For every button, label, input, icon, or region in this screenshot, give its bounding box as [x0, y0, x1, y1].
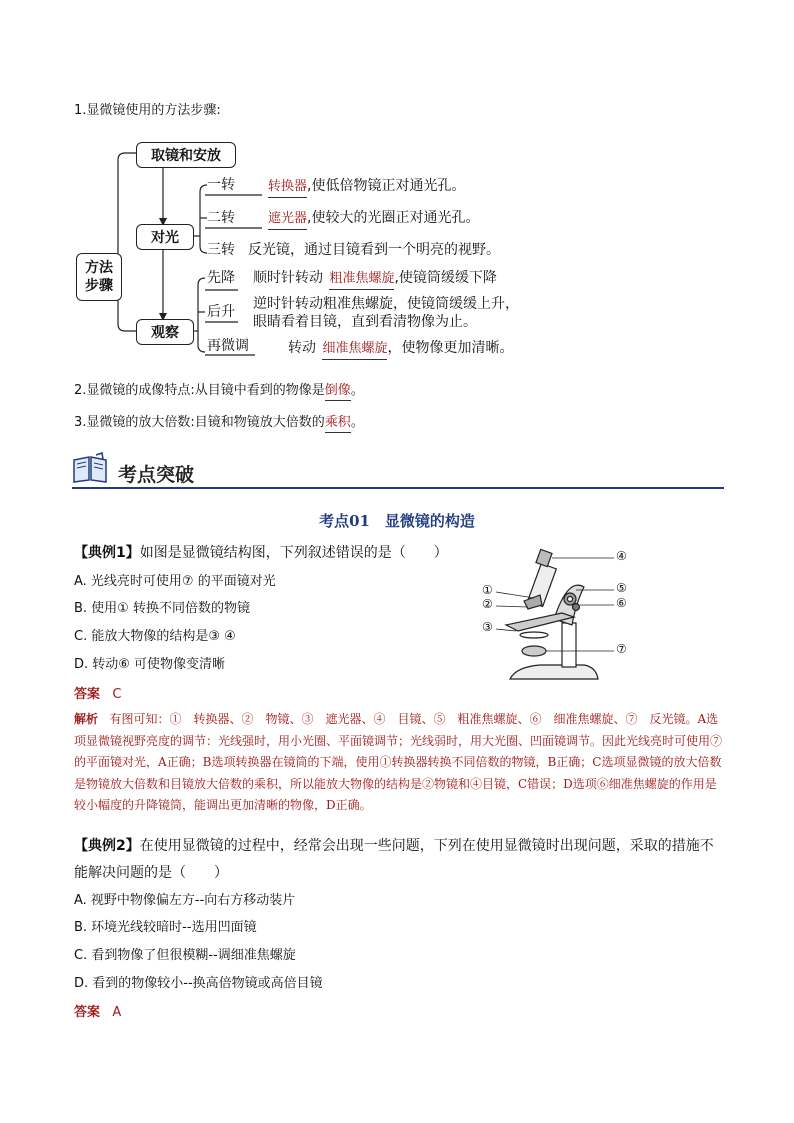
intro-item-2-suffix: 。	[350, 383, 364, 398]
example2-option-b: B. 环境光线较暗时--选用凹面镜	[74, 920, 257, 935]
fig-label-7: ⑦	[616, 642, 627, 656]
intro-item-3-text: 3.显微镜的放大倍数:目镜和物镜放大倍数的	[74, 415, 325, 430]
example2-answer-row	[74, 1001, 121, 1020]
example1-answer: C	[112, 687, 122, 702]
diagram-obs1-row	[253, 268, 497, 290]
diagram-obs3-answer: 细准焦螺旋	[322, 339, 387, 360]
intro-item-1: 1.显微镜使用的方法步骤:	[74, 103, 221, 118]
fig-label-6: ⑥	[616, 596, 627, 610]
example1-expl-label: 解析	[74, 712, 99, 726]
example2-question-line1: 在使用显微镜的过程中，经常会出现一些问题，下列在使用显微镜时出现问题，采取的措施不	[139, 838, 714, 854]
example2-answer: A	[112, 1005, 122, 1020]
example1-question: 如图是显微镜结构图，下列叙述错误的是（ ）	[139, 545, 448, 561]
diagram-root: 方法 步骤	[76, 253, 122, 301]
diagram-sub2-answer: 遮光器	[268, 209, 307, 230]
example2-question-row	[74, 836, 714, 856]
fig-label-5: ⑤	[616, 581, 627, 595]
example1-question-row	[74, 543, 448, 563]
intro-item-3	[74, 414, 364, 433]
intro-item-2-text: 2.显微镜的成像特点:从目镜中看到的物像是	[74, 383, 325, 398]
example1-option-b: B. 使用① 转换不同倍数的物镜	[74, 601, 250, 616]
intro-item-2	[74, 382, 364, 401]
example1-answer-label: 答案	[74, 687, 101, 702]
example2-tag: 【典例2】	[74, 838, 140, 854]
example1-option-d: D. 转动⑥ 可使物像变清晰	[74, 657, 226, 672]
example2-question-line2: 能解决问题的是（ ）	[74, 865, 228, 881]
example1-option-a: A. 光线亮时可使用⑦ 的平面镜对光	[74, 574, 276, 589]
diagram-sub1-text: ,使低倍物镜正对通光孔。	[307, 178, 466, 194]
example2-option-a: A. 视野中物像偏左方--向右方移动装片	[74, 893, 296, 908]
example2-answer-label: 答案	[74, 1005, 101, 1020]
diagram-obs2-line1: 逆时针转动粗准焦螺旋，使镜筒缓缓上升，	[253, 296, 519, 312]
diagram-obs2-line2: 眼睛看着目镜，直到看清物像为止。	[253, 314, 477, 330]
diagram-sub2-label: 二转	[207, 210, 235, 226]
diagram-sub2-row	[268, 208, 479, 230]
diagram-obs3-label: 再微调	[207, 338, 249, 354]
diagram-obs3-text-a: 转动	[288, 340, 316, 356]
fig-label-1: ①	[482, 583, 493, 597]
diagram-sub1-answer: 转换器	[268, 177, 307, 198]
diagram-step1: 取镜和安放	[136, 142, 236, 168]
fig-label-4: ④	[616, 549, 627, 563]
diagram-obs2-label: 后升	[207, 304, 235, 320]
section-header: 考点突破	[118, 464, 195, 486]
example1-option-c: C. 能放大物像的结构是③ ④	[74, 629, 236, 644]
example2-option-d: D. 看到的物像较小--换高倍物镜或高倍目镜	[74, 976, 323, 991]
intro-item-2-answer: 倒像	[325, 382, 351, 401]
diagram-obs3-text-b: ，使物像更加清晰。	[387, 340, 514, 356]
example1-tag: 【典例1】	[74, 545, 140, 561]
microscope-figure	[476, 543, 632, 687]
section-title: 考点01 显微镜的构造	[319, 512, 475, 530]
diagram-sub3-label: 三转	[207, 242, 235, 258]
fig-label-3: ③	[482, 620, 493, 634]
diagram-obs1-answer: 粗准焦螺旋	[329, 269, 394, 290]
example1-explanation: 有图可知：① 转换器、② 物镜、③ 遮光器、④ 目镜、⑤ 粗准焦螺旋、⑥ 细准焦螺旋、⑦ 反光镜。A选项显微镜视野亮度的调节：光线强时，用小光圈、平面镜调节；光线弱时，用大光圈、凹面镜调节。因此光线亮时可使用⑦的平面镜对光，A正确；B选项转换器在镜筒的下端，使用①转换器转换不同倍数的物镜，B正确；C选项显微镜的放大倍数是物镜放大倍数和目镜放大倍数的乘积，所以能放大物像的结构是②物镜和④目镜，C错误；D选项⑥细准焦螺旋的作用是较小幅度的升降镜筒，能调出更加清晰的物像，D正确。	[74, 712, 723, 812]
diagram-sub1-label: 一转	[207, 177, 235, 193]
fig-label-2: ②	[482, 597, 493, 611]
section-divider	[72, 487, 724, 489]
book-icon	[72, 452, 108, 484]
diagram-obs1-label: 先降	[207, 270, 235, 286]
example1-answer-row	[74, 683, 122, 702]
diagram-step3: 观察	[136, 319, 194, 345]
intro-item-3-suffix: 。	[350, 415, 364, 430]
diagram-sub2-text: ,使较大的光圈正对通光孔。	[307, 210, 480, 226]
intro-item-3-answer: 乘积	[325, 414, 351, 433]
example1-explanation-block	[74, 709, 724, 817]
diagram-sub3-text: 反光镜，通过目镜看到一个明亮的视野。	[248, 242, 500, 258]
diagram-step2: 对光	[136, 224, 194, 250]
diagram-obs1-text-a: 顺时针转动	[253, 270, 323, 286]
example2-option-c: C. 看到物像了但很模糊--调细准焦螺旋	[74, 948, 296, 963]
diagram-obs3-row	[288, 338, 513, 360]
diagram-sub1-row	[268, 176, 465, 198]
diagram-obs1-text-b: ,使镜筒缓缓下降	[394, 270, 497, 286]
